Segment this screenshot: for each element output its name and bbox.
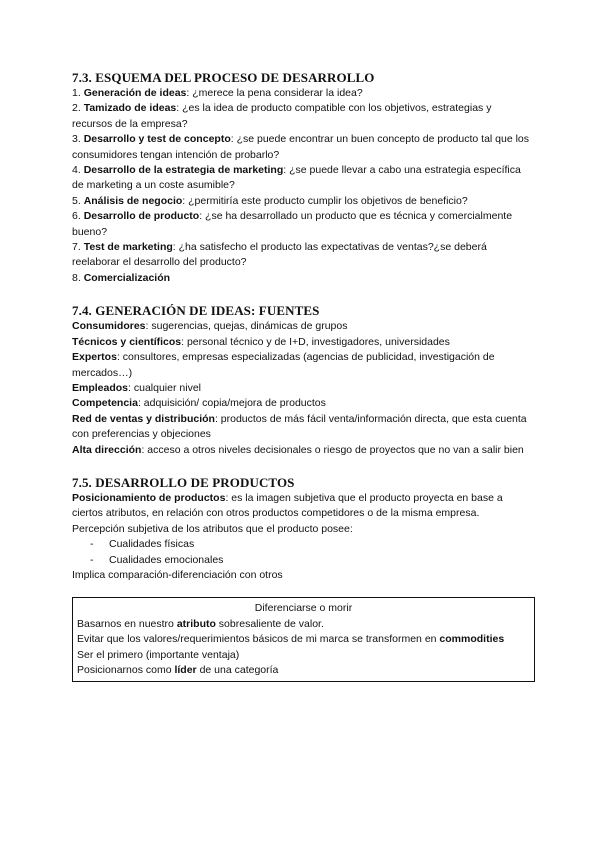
section-heading-7-5: 7.5. DESARROLLO DE PRODUCTOS <box>72 474 295 490</box>
list-item: 3. Desarrollo y test de concepto: ¿se puede encontrar un buen concepto de producto tal que los consumidores tengan intención de probarlo? <box>72 133 530 161</box>
box-line: Evitar que los valores/requerimientos básicos de mi marca se transformen en commodities <box>77 633 505 646</box>
list-item: 8. Comercialización <box>72 271 171 284</box>
section-heading-7-4: 7.4. GENERACIÓN DE IDEAS: FUENTES <box>72 303 320 319</box>
section-heading-7-3: 7.3. ESQUEMA DEL PROCESO DE DESARROLLO <box>72 70 375 85</box>
list-item: Competencia: adquisición/ copia/mejora de productos <box>72 397 326 410</box>
box-title: Diferenciarse o morir <box>254 602 353 615</box>
process-steps-list <box>72 86 532 286</box>
list-item: 4. Desarrollo de la estrategia de marketing: ¿se puede llevar a cabo una estrategia específica de marketing a un coste asumible? <box>72 164 521 192</box>
dash-bullet: - <box>90 538 94 551</box>
list-item: Técnicos y científicos: personal técnico y de I+D, investigadores, universidades <box>72 335 450 348</box>
list-item: 1. Generación de ideas: ¿merece la pena considerar la idea? <box>72 87 363 99</box>
idea-sources-list <box>72 319 532 458</box>
attributes-list <box>72 537 532 568</box>
list-item: 5. Análisis de negocio: ¿permitiría este producto cumplir los objetivos de beneficio? <box>72 194 468 207</box>
list-item: - Cualidades emocionales <box>72 553 532 568</box>
list-item: Expertos: consultores, empresas especializadas (agencias de publicidad, investigación de mercados…) <box>72 351 495 379</box>
differentiation-box <box>72 597 535 682</box>
list-item: Empleados: cualquier nivel <box>72 381 201 394</box>
list-item: 7. Test de marketing: ¿ha satisfecho el producto las expectativas de ventas?¿se deberá reelaborar el desarrollo del producto? <box>72 241 487 269</box>
list-item: 2. Tamizado de ideas: ¿es la idea de producto compatible con los objetivos, estrategias y recursos de la empresa? <box>72 102 492 130</box>
document-page <box>72 70 532 682</box>
dash-bullet: - <box>90 553 94 566</box>
box-line: Posicionarnos como líder de una categoría <box>77 664 279 676</box>
positioning-definition: Posicionamiento de productos: es la imagen subjetiva que el producto proyecta en base a ciertos atributos, en relación con otros productos competidores o de la misma empresa. <box>72 491 503 520</box>
list-item: Consumidores: sugerencias, quejas, dinámicas de grupos <box>72 320 348 333</box>
box-line: Basarnos en nuestro atributo sobresaliente de valor. <box>77 617 324 630</box>
comparison-text: Implica comparación-diferenciación con otros <box>72 568 283 581</box>
box-line: Ser el primero (importante ventaja) <box>77 648 240 661</box>
list-item: Alta dirección: acceso a otros niveles decisionales o riesgo de proyectos que no van a salir bien <box>72 443 524 456</box>
list-item: - Cualidades físicas <box>72 537 532 552</box>
perception-text: Percepción subjetiva de los atributos que el producto posee: <box>72 522 353 535</box>
list-item: Red de ventas y distribución: productos de más fácil venta/información directa, que esta cuenta con preferencias y objeciones <box>72 412 527 441</box>
list-item: 6. Desarrollo de producto: ¿se ha desarrollado un producto que es técnica y comercialmente bueno? <box>72 210 513 238</box>
